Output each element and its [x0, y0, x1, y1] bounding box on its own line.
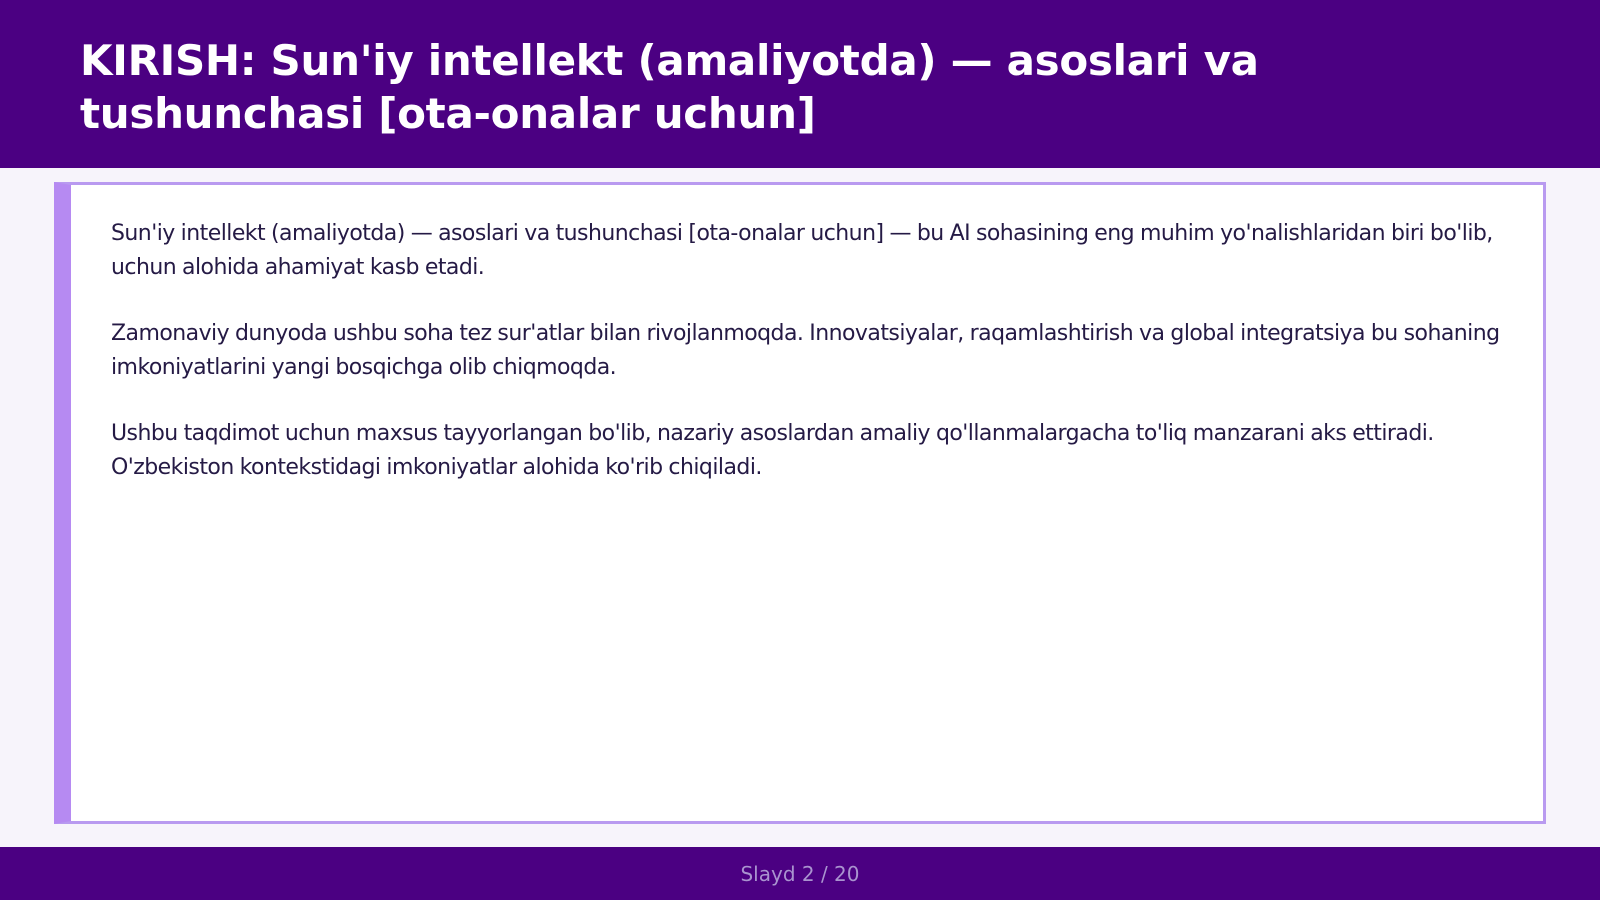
slide-counter: Slayd 2 / 20	[740, 861, 860, 886]
content-card	[54, 182, 1546, 824]
paragraph-modern-world: Zamonaviy dunyoda ushbu soha tez sur'atlar bilan rivojlanmoqda. Innovatsiyalar, raqamlashtirish va global integratsiya bu sohaning imkoniyatlarini yangi bosqichga olib chiqmoqda.	[111, 321, 1500, 380]
slide-header	[0, 0, 1600, 168]
slide-title: KIRISH: Sun'iy intellekt (amaliyotda) — asoslari va tushunchasi [ota-onalar uchun]	[80, 36, 1259, 138]
paragraph-intro: Sun'iy intellekt (amaliyotda) — asoslari va tushunchasi [ota-onalar uchun] — bu AI sohasining eng muhim yo'nalishlaridan biri bo'lib, uchun alohida ahamiyat kasb etadi.	[111, 221, 1493, 280]
paragraph-presentation: Ushbu taqdimot uchun maxsus tayyorlangan bo'lib, nazariy asoslardan amaliy qo'llanmalargacha to'liq manzarani aks ettiradi. O'zbekiston kontekstidagi imkoniyatlar alohida ko'rib chiqiladi.	[111, 421, 1434, 480]
slide-footer	[0, 847, 1600, 900]
